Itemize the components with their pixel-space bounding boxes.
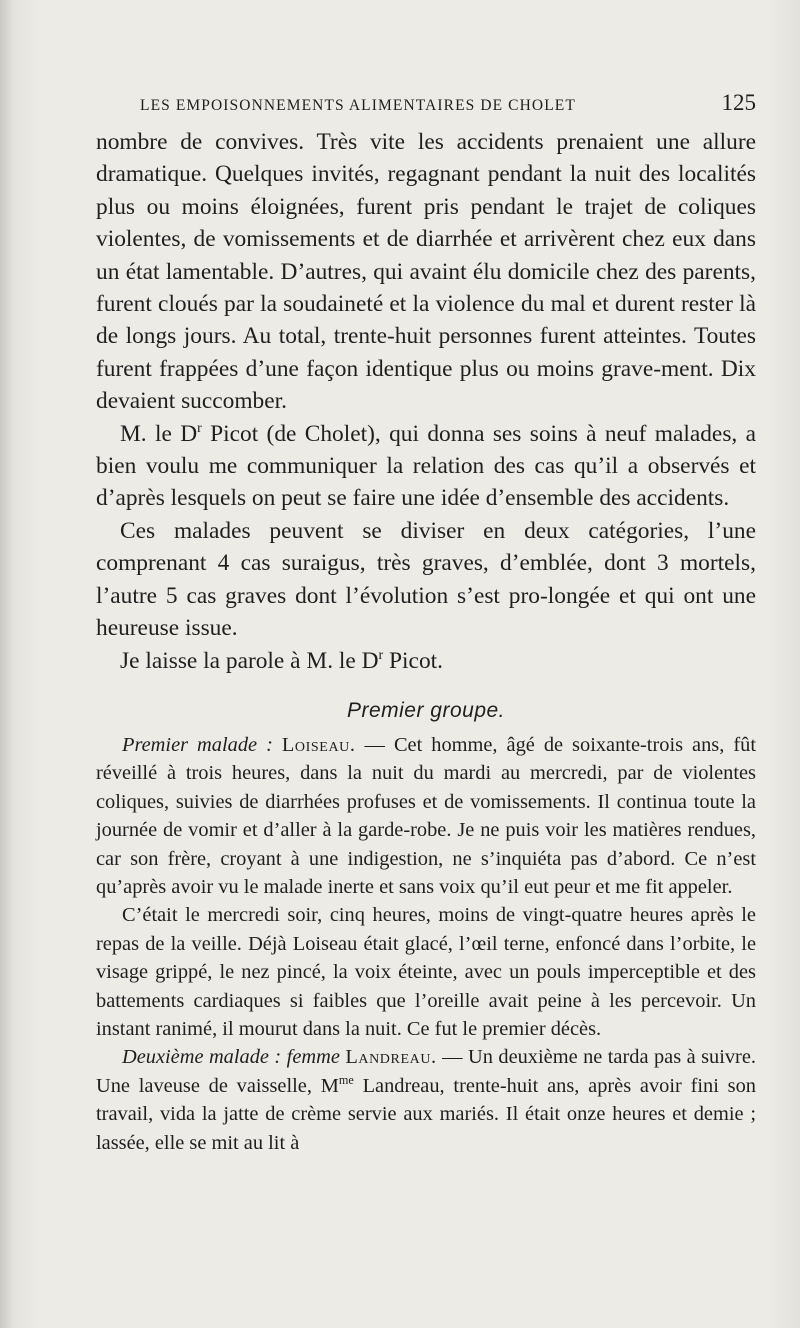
page-number: 125	[721, 90, 756, 115]
paragraph-handover	[96, 645, 756, 677]
case-2-label: Deuxième malade : femme	[122, 1046, 340, 1069]
case-2-text-end: Landreau, trente-huit ans, après avoir fini son travail, vida la jatte de crème servie aux mariés. Il était onze heures et demie ; lassée, elle se mit au lit à	[96, 1074, 756, 1154]
paragraph-picot-start: M. le D	[120, 420, 198, 447]
page-body	[96, 126, 756, 1157]
case-1-name: Loiseau.	[281, 733, 356, 756]
running-header	[140, 90, 756, 120]
case-1-paragraph-2: C’était le mercredi soir, cinq heures, moins de vingt-quatre heures après le repas de la veille. Déjà Loiseau était glacé, l’œil terne, enfoncé dans l’orbite, le visage grippé, le nez pincé, la voix éteinte, avec un pouls imperceptible et des battements cardiaques si faibles que l’oreille avait peine à les percevoir. Un instant ranimé, il mourut dans la nuit. Ce fut le premier décès.	[96, 904, 756, 1040]
case-1-paragraph	[96, 731, 756, 901]
running-title: LES EMPOISONNEMENTS ALIMENTAIRES DE CHOLET	[140, 97, 576, 114]
section-title: Premier groupe.	[346, 698, 506, 722]
case-1-text: — Cet homme, âgé de soixante-trois ans, fût réveillé à trois heures, dans la nuit du mardi au mercredi, par de violentes coliques, suivies de diarrhées profuses et de vomissements. Il continua toute la journée de vomir et d’aller à la garde-robe. Je ne puis voir les matières rendues, car son frère, croyant à une indigestion, ne s’inquiéta pas d’abord. Ce n’est qu’après avoir vu le malade inerte et sans voix qu’il eut peur et me fit appeler.	[96, 733, 756, 898]
case-2-text-start: — Un deuxième ne tarda pas à suivre. Une laveuse de vaisselle, M	[96, 1046, 756, 1097]
doctor-abbrev-sup: r	[378, 646, 384, 663]
paragraph-picot-rest: Picot (de Cholet), qui donna ses soins à neuf malades, a bien voulu me communiquer la relation des cas qu’il a observés et d’après lesquels on peut se faire une idée d’ensemble des accidents.	[96, 420, 756, 512]
paragraph-picot	[96, 418, 756, 515]
paragraph-intro: nombre de convives. Très vite les accidents prenaient une allure dramatique. Quelques invités, regagnant pendant la nuit des localités plus ou moins éloignées, furent pris pendant le trajet de coliques violentes, de vomissements et de diarrhée et arrivèrent chez eux dans un état lamentable. D’autres, qui avaint élu domicile chez des parents, furent cloués par la soudaineté et la violence du mal et durent rester là de longs jours. Au total, trente-huit personnes furent atteintes. Toutes furent frappées d’une façon identique plus ou moins grave-ment. Dix devaient succomber.	[96, 129, 756, 415]
paragraph-categories: Ces malades peuvent se diviser en deux catégories, l’une comprenant 4 cas suraigus, très graves, d’emblée, dont 3 mortels, l’autre 5 cas graves dont l’évolution s’est pro-longée et qui ont une heureuse issue.	[96, 517, 756, 642]
madame-abbrev-sup: me	[338, 1072, 354, 1087]
case-2-name: Landreau.	[345, 1046, 437, 1069]
handover-end: Picot.	[383, 647, 443, 674]
case-1-label: Premier malade :	[122, 733, 273, 756]
doctor-abbrev-sup: r	[197, 419, 202, 436]
handover-start: Je laisse la parole à M. le D	[120, 647, 379, 674]
case-2-paragraph	[96, 1043, 756, 1157]
